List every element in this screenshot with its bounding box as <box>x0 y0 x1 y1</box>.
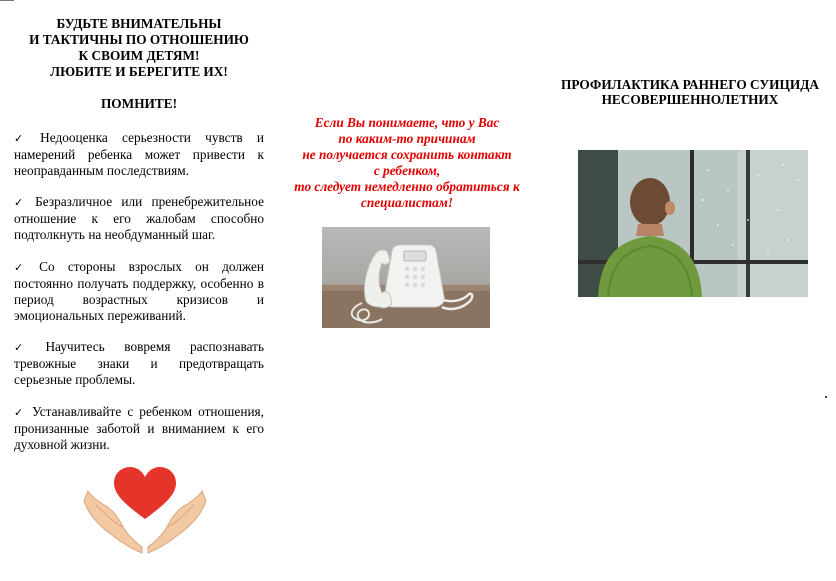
stray-dot <box>825 396 827 398</box>
heading-line: И ТАКТИЧНЫ ПО ОТНОШЕНИЮ <box>29 32 249 47</box>
tip-item <box>14 404 264 453</box>
check-icon: ✓ <box>14 196 30 209</box>
check-icon: ✓ <box>14 261 34 274</box>
heading-line: БУДЬТЕ ВНИМАТЕЛЬНЫ <box>56 16 222 31</box>
tip-item <box>14 259 264 324</box>
message-line: то следует немедленно обратиться к <box>294 179 520 194</box>
tip-text: Научитесь вовремя распознавать тревожные знаки и предотвращать серьезные проблемы. <box>14 339 265 387</box>
heart-in-hands-icon <box>76 461 214 557</box>
check-icon: ✓ <box>14 341 40 354</box>
check-icon: ✓ <box>14 132 35 145</box>
brochure-title <box>548 77 832 107</box>
remember-heading: ПОМНИТЕ! <box>100 96 178 111</box>
message-line: специалистам! <box>360 195 454 210</box>
message-line: по каким-то причинам <box>338 131 476 146</box>
telephone-photo <box>322 227 490 328</box>
title-line: ПРОФИЛАКТИКА РАННЕГО СУИЦИДА <box>561 77 819 92</box>
title-line: НЕСОВЕРШЕННОЛЕТНИХ <box>601 92 779 107</box>
attention-heading <box>14 16 264 80</box>
tip-text: Безразличное или пренебрежительное отношение к его жалобам способно подтолкнуть на необдуманный шаг. <box>14 194 264 242</box>
tip-item <box>14 339 264 388</box>
heading-line: ЛЮБИТЕ И БЕРЕГИТЕ ИХ! <box>50 64 228 79</box>
message-line: не получается сохранить контакт <box>302 147 512 162</box>
tip-text: Со стороны взрослых он должен постоянно получать поддержку, особенно в период возрастных кризисов и эмоциональных переживаний. <box>14 259 265 323</box>
tip-item <box>14 130 264 179</box>
tip-text: Устанавливайте с ребенком отношения, пронизанные заботой и вниманием к его духовной жизни. <box>14 404 264 452</box>
corner-mark <box>0 0 14 1</box>
heading-line: К СВОИМ ДЕТЯМ! <box>78 48 200 63</box>
tip-item <box>14 194 264 243</box>
message-line: с ребенком, <box>373 163 441 178</box>
tip-text: Недооценка серьезности чувств и намерений ребенка может привести к неоправданным последствиям. <box>14 130 264 178</box>
contact-specialist-message <box>282 115 532 211</box>
check-icon: ✓ <box>14 406 26 419</box>
message-line: Если Вы понимаете, что у Вас <box>314 115 500 130</box>
boy-at-window-photo <box>578 150 808 297</box>
